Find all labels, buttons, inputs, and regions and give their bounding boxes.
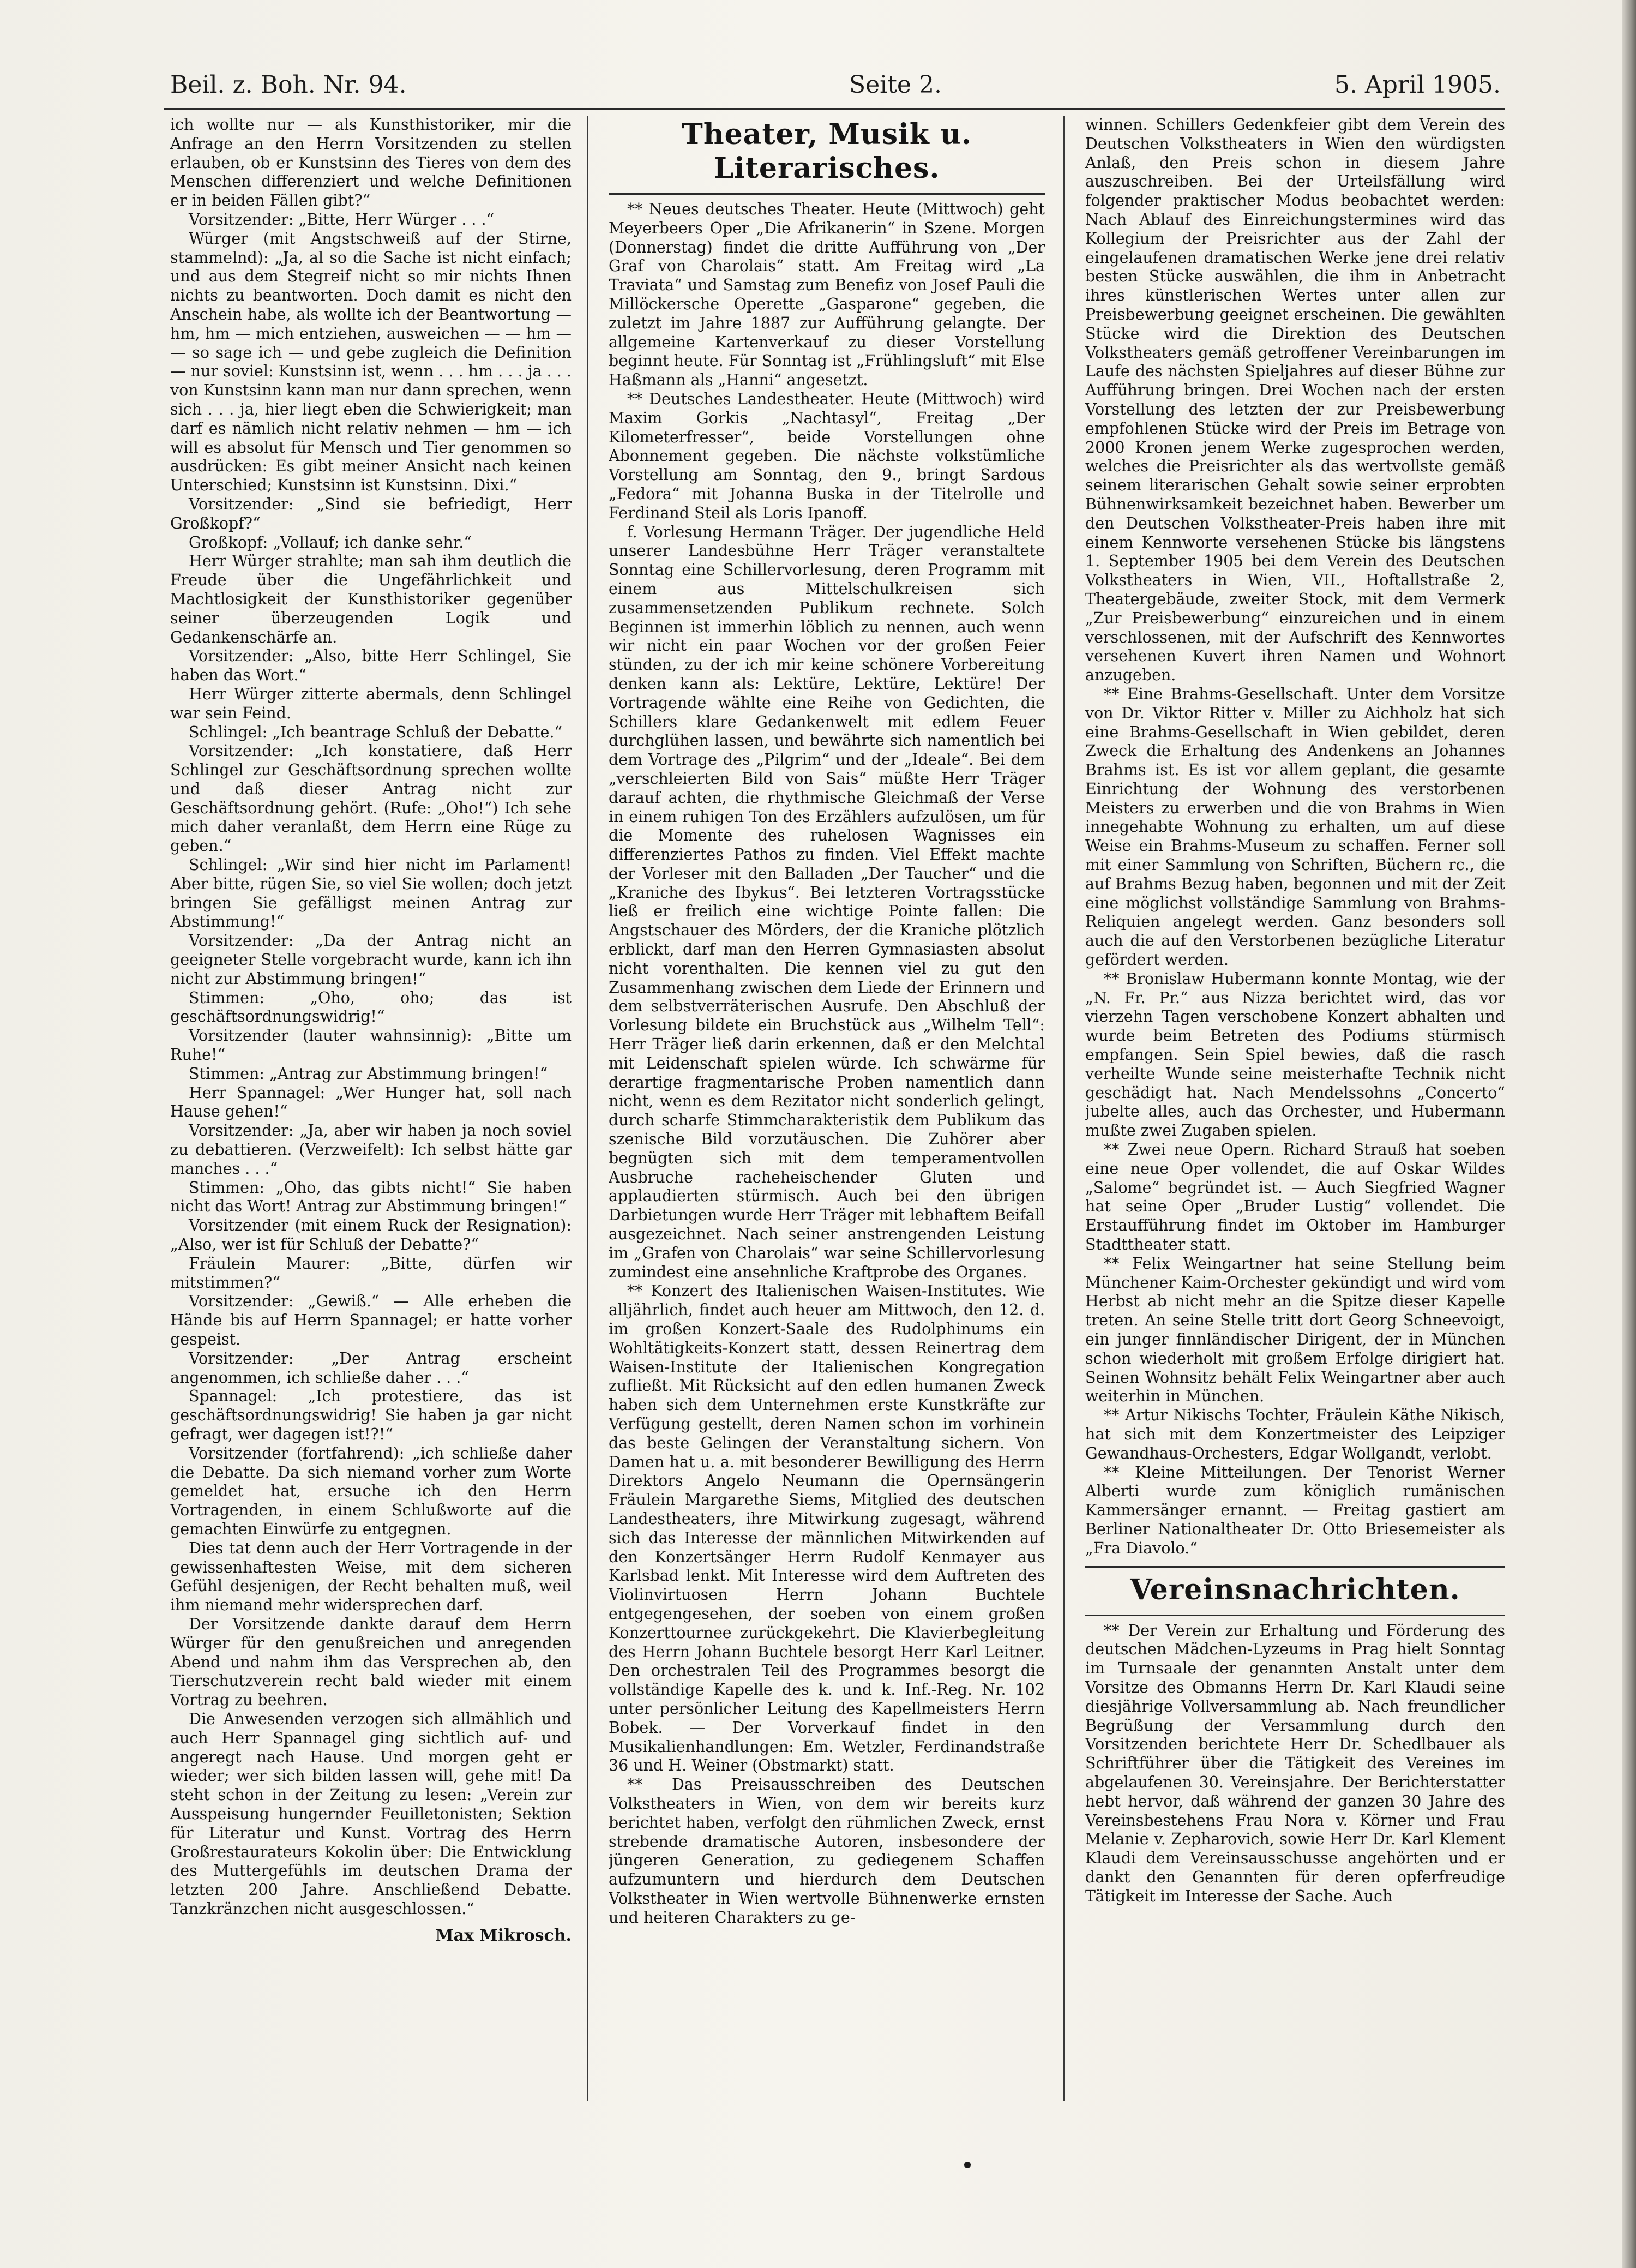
paragraph: Vorsitzender: „Bitte, Herr Würger . . .“ bbox=[189, 210, 495, 229]
paragraph: Stimmen: „Oho, das gibts nicht!“ Sie haben nicht das Wort! Antrag zur Abstimmung bringen!“ bbox=[170, 1178, 572, 1216]
paragraph: ** Zwei neue Opern. Richard Strauß hat soeben eine neue Oper vollendet, die auf Oskar Wildes „Salome“ begründet ist. — Auch Siegfried Wagner hat seine Oper „Bruder Lustig“ vollendet. Die Erstaufführung findet im Oktober im Hamburger Stadttheater statt. bbox=[1085, 1141, 1505, 1254]
paragraph: Würger (mit Angstschweiß auf der Stirne, stammelnd): „Ja, al so die Sache ist nicht einfach; und aus dem Stegreif nicht so mir nichts Ihnen nichts zu beantworten. Doch damit es nicht den Anschein habe, als wollte ich der Beantwortung — hm, hm — mich entziehen, ausweichen — — hm — — so sage ich — und gebe zugleich die Definition — nur soviel: Kunstsinn ist, wenn . . . hm . . . ja . . . von Kunstsinn kann man nur dann sprechen, wenn sich . . . ja, hier liegt eben die Schwierigkeit; man darf es nämlich nicht relativ nehmen — hm — ich will es absolut für Mensch und Tier genommen so ausdrücken: Es gibt meiner Ansicht nach keinen Unterschied; Kunstsinn ist Kunstsinn. Dixi.“ bbox=[170, 229, 572, 495]
continued-articles bbox=[1085, 116, 1505, 1558]
paragraph: Schlingel: „Ich beantrage Schluß der Debatte.“ bbox=[189, 723, 562, 741]
paragraph: ** Der Verein zur Erhaltung und Förderung des deutschen Mädchen-Lyzeums in Prag hielt Sonntag im Turnsaale der genannten Anstalt unter dem Vorsitze des Obmanns Herrn Dr. Karl Klaudi seine diesjährige Vollversammlung ab. Nach freundlicher Begrüßung der Versammlung durch den Vorsitzenden berichtete Herr Dr. Schedlbauer als Schriftführer über die Tätigkeit des Vereines im abgelaufenen 30. Vereinsjahre. Der Berichterstatter hebt hervor, daß während der ganzen 30 Jahre des Vereinsbestehens Frau Nora v. Körner und Frau Melanie v. Zepharovich, sowie Herr Dr. Karl Klement Klaudi dem Vereinsausschusse angehörten und er dankt den Genannten für deren opferfreudige Tätigkeit im Interesse der Sache. Auch bbox=[1085, 1621, 1505, 1905]
paragraph: Vorsitzender: „Sind sie befriedigt, Herr Großkopf?“ bbox=[170, 495, 572, 532]
paragraph: Vorsitzender: „Gewiß.“ — Alle erheben die Hände bis auf Herrn Spannagel; er hatte vorher gespeist. bbox=[170, 1292, 572, 1348]
paragraph: f. Vorlesung Hermann Träger. Der jugendliche Held unserer Landesbühne Herr Träger veranstaltete Sonntag eine Schillervorlesung, deren Programm mit einem aus Mittelschulkreisen sich zusammensetzenden Publikum rechnete. Solch Beginnen ist immerhin löblich zu nennen, auch wenn wir nicht ein paar Wochen vor der großen Feier stünden, zu der ich mir keine schönere Vorbereitung denken kann als: Lektüre, Lektüre, Lektüre! Der Vortragende wählte eine Reihe von Gedichten, die Schillers klare Gedankenwelt mit edlem Feuer durchglühen lassen, und bewährte sich namentlich bei dem Vortrage des „Pilgrim“ und der „Ideale“. Bei dem „verschleierten Bild von Sais“ müßte Herr Träger darauf achten, die rhythmische Gleichmaß der Verse in einem ruhigen Ton des Erzählers aufzulösen, um für die Momente des ruhelosen Wagnisses ein differenziertes Pathos zu finden. Viel Effekt machte der Vorleser mit den Balladen „Der Taucher“ und die „Kraniche des Ibykus“. Bei letzteren Vortragsstücke ließ er freilich eine wichtige Pointe fallen: Die Angstschauer des Mörders, der die Kraniche plötzlich erblickt, darf man den Herren Gymnasiasten absolut nicht vorenthalten. Die kennen viel zu gut den Zusammenhang zwischen dem Liede der Erinnern und dem selbstverräterischen Ausrufe. Den Abschluß der Vorlesung bildete ein Bruchstück aus „Wilhelm Tell“: Herr Träger ließ darin erkennen, daß er den Melchtal mit Leidenschaft spielen würde. Ich schwärme für derartige fragmentarische Proben namentlich dann nicht, wenn es dem Rezitator nicht sonderlich gelingt, durch scharfe Stimmcharakteristik dem Publikum das szenische Bild vorzutäuschen. Die Zuhörer aber begnügten sich mit dem temperamentvollen Ausbruche racheheischender Gluten und applaudierten stürmisch. Auch bei den übrigen Darbietungen wurde Herr Träger mit lebhaftem Beifall ausgezeichnet. Nach seiner anstrengenden Leistung im „Grafen von Charolais“ war seine Schillervorlesung zumindest eine ansehnliche Kraftprobe des Organes. bbox=[609, 523, 1045, 1281]
header-date: 5. April 1905. bbox=[1334, 71, 1501, 99]
paragraph: Fräulein Maurer: „Bitte, dürfen wir mitstimmen?“ bbox=[170, 1254, 572, 1292]
paragraph: ** Bronislaw Hubermann konnte Montag, wie der „N. Fr. Pr.“ aus Nizza berichtet wird, das vor vierzehn Tagen verschobene Konzert abhalten und wurde beim Betreten des Podiums stürmisch empfangen. Sein Spiel bewies, daß die rasch verheilte Wunde seine meisterhafte Technik nicht geschädigt hat. Nach Mendelssohns „Concerto“ jubelte alles, auch das Orchester, und Hubermann mußte zwei Zugaben spielen. bbox=[1085, 969, 1505, 1140]
column-divider-2 bbox=[1063, 116, 1065, 2101]
column-continued-news bbox=[1085, 116, 1505, 2101]
section-rule bbox=[609, 193, 1045, 195]
header-page-number: Seite 2. bbox=[849, 71, 942, 99]
column-feuilleton bbox=[170, 116, 572, 2101]
section-title-vereinsnachrichten: Vereinsnachrichten. bbox=[1130, 1573, 1460, 1606]
paragraph: Vorsitzender (fortfahrend): „ich schließe daher die Debatte. Da sich niemand vorher zum Worte gemeldet hat, ersuche ich den Herrn Vortragenden, in einem Schlußworte auf die gemachten Einwürfe zu entgegnen. bbox=[170, 1444, 572, 1538]
feuilleton-body bbox=[170, 116, 572, 1919]
page-header bbox=[170, 67, 1501, 105]
paragraph: Herr Würger zitterte abermals, denn Schlingel war sein Feind. bbox=[170, 685, 572, 722]
paragraph: Dies tat denn auch der Herr Vortragende in der gewissenhaftesten Weise, mit dem sicheren Gefühl desjenigen, der Recht behalten muß, weil ihm niemand mehr widersprechen darf. bbox=[170, 1539, 572, 1615]
paragraph: ** Das Preisausschreiben des Deutschen Volkstheaters in Wien, von dem wir bereits kurz berichtet haben, verfolgt den rühmlichen Zweck, ernst strebende dramatische Autoren, insbesondere der jüngeren Generation, zu gediegenem Schaffen aufzumuntern und hierdurch dem Deutschen Volkstheater in Wien wertvolle Bühnenwerke ernsten und heiteren Charakters zu ge- bbox=[609, 1775, 1045, 1927]
theater-articles bbox=[609, 200, 1045, 1928]
section-title-theater: Theater, Musik u. Literarisches. bbox=[682, 118, 972, 185]
paragraph: Vorsitzender: „Ja, aber wir haben ja noch soviel zu debattieren. (Verzweifelt): Ich selbst hätte gar manches . . .“ bbox=[170, 1121, 572, 1178]
paragraph: ** Neues deutsches Theater. Heute (Mittwoch) geht Meyerbeers Oper „Die Afrikanerin“ in Szene. Morgen (Donnerstag) findet die dritte Aufführung von „Der Graf von Charolais“ statt. Am Freitag wird „La Traviata“ und Samstag zum Benefiz von Josef Pauli die Millöckersche Operette „Gasparone“ gegeben, die zuletzt im Jahre 1887 zur Aufführung gelangte. Der allgemeine Kartenverkauf zu dieser Vorstellung beginnt heute. Für Sonntag ist „Frühlingsluft“ mit Else Haßmann als „Hanni“ angesetzt. bbox=[609, 200, 1045, 389]
paragraph: ** Deutsches Landestheater. Heute (Mittwoch) wird Maxim Gorkis „Nachtasyl“, Freitag „Der Kilometerfresser“, beide Vorstellungen ohne Abonnement gegeben. Die nächste volkstümliche Vorstellung am Sonntag, den 9., bringt Sardous „Fedora“ mit Johanna Buska in der Titelrolle und Ferdinand Steil als Loris Ipanoff. bbox=[609, 389, 1045, 522]
paragraph: ** Konzert des Italienischen Waisen-Institutes. Wie alljährlich, findet auch heuer am Mittwoch, den 12. d. im großen Konzert-Saale des Rudolphinums ein Wohltätigkeits-Konzert statt, dessen Reinertrag dem Waisen-Institute der Italienischen Kongregation zufließt. Mit Rücksicht auf den edlen humanen Zweck haben sich dem Unternehmen erste Kunstkräfte zur Verfügung gestellt, deren Namen schon im vorhinein das beste Gelingen der Veranstaltung sichern. Von Damen hat u. a. mit besonderer Bewilligung des Herrn Direktors Angelo Neumann die Opernsängerin Fräulein Margarethe Siems, Mitglied des deutschen Landestheaters, ihre Mitwirkung zugesagt, während sich das Interesse der männlichen Mitwirkenden auf den Konzertsänger Herrn Rudolf Kenmayer aus Karlsbad lenkt. Mit Interesse wird dem Auftreten des Violinvirtuosen Herrn Johann Buchtele entgegengesehen, der soeben von einem großen Konzerttournee zurückgekehrt. Die Klavierbegleitung des Herrn Johann Buchtele besorgt Herr Karl Leitner. Den orchestralen Teil des Programmes besorgt die vollständige Kapelle des k. und k. Inf.-Reg. Nr. 102 unter persönlicher Leitung des Kapellmeisters Herrn Bobek. — Der Vorverkauf findet in den Musikalienhandlungen: Em. Wetzler, Ferdinandstraße 36 und H. Weiner (Obstmarkt) statt. bbox=[609, 1282, 1045, 1775]
paragraph: Herr Spannagel: „Wer Hunger hat, soll nach Hause gehen!“ bbox=[170, 1083, 572, 1121]
paragraph: Stimmen: „Oho, oho; das ist geschäftsordnungswidrig!“ bbox=[170, 988, 572, 1026]
paragraph: ** Eine Brahms-Gesellschaft. Unter dem Vorsitze von Dr. Viktor Ritter v. Miller zu Aichholz hat sich eine Brahms-Gesellschaft in Wien gebildet, deren Zweck die Erhaltung des Andenkens an Johannes Brahms ist. Es ist vor allem geplant, die gesamte Einrichtung der Wohnung des verstorbenen Meisters zu erwerben und die von Brahms in Wien innegehabte Wohnung zu erhalten, um auf diese Weise ein Brahms-Museum zu schaffen. Ferner soll mit einer Sammlung von Schriften, Büchern rc., die auf Brahms Bezug haben, begonnen und mit der Zeit eine möglichst vollständige Sammlung von Brahms-Reliquien angelegt werden. Ganz besonders soll auch die auf den Verstorbenen bezügliche Literatur gefördert werden. bbox=[1085, 685, 1505, 969]
header-rule bbox=[164, 108, 1505, 110]
column-theater-music bbox=[609, 116, 1045, 2101]
paragraph: Vorsitzender: „Ich konstatiere, daß Herr Schlingel zur Geschäftsordnung sprechen wollte und daß dieser Antrag nicht zur Geschäftsordnung gehört. (Rufe: „Oho!“) Ich sehe mich daher veranlaßt, dem Herrn eine Rüge zu geben.“ bbox=[170, 742, 572, 855]
header-supplement-number: Beil. z. Boh. Nr. 94. bbox=[170, 71, 407, 99]
paragraph: Herr Würger strahlte; man sah ihm deutlich die Freude über die Ungefährlichkeit und Machtlosigkeit der Kunsthistoriker gegenüber seiner überzeugenden Logik und Gedankenschärfe an. bbox=[170, 552, 572, 646]
paragraph: ich wollte nur — als Kunsthistoriker, mir die Anfrage an den Herrn Vorsitzenden zu stellen erlauben, ob er Kunstsinn des Tieres von dem des Menschen differenziert und welche Definitionen er in beiden Fällen gibt?“ bbox=[170, 116, 572, 210]
paragraph: Spannagel: „Ich protestiere, das ist geschäftsordnungswidrig! Sie haben ja gar nicht gefragt, wer dagegen ist!?!“ bbox=[170, 1387, 572, 1443]
paragraph: Vorsitzender: „Der Antrag erscheint angenommen, ich schließe daher . . .“ bbox=[170, 1349, 572, 1387]
paragraph: Vorsitzender (lauter wahnsinnig): „Bitte um Ruhe!“ bbox=[170, 1027, 572, 1064]
paragraph: ** Felix Weingartner hat seine Stellung beim Münchener Kaim-Orchester gekündigt und wird vom Herbst ab nicht mehr an die Spitze dieser Kapelle treten. An seine Stelle tritt dort Georg Schneevoigt, ein junger finnländischer Dirigent, der in München schon wiederholt mit großem Erfolge dirigiert hat. Seinen Wohnsitz behält Felix Weingartner aber auch weiterhin in München. bbox=[1085, 1254, 1505, 1406]
paragraph: Die Anwesenden verzogen sich allmählich und auch Herr Spannagel ging sichtlich auf- und angeregt nach Hause. Und morgen geht er wieder; wer sich bilden lassen will, gehe mit! Da steht schon in der Zeitung zu lesen: „Verein zur Ausspeisung hungernder Feuilletonisten; Sektion für Literatur und Kunst. Vortrag des Herrn Großrestaurateurs Kokolin über: Die Entwicklung des Muttergefühls im deutschen Drama der letzten 200 Jahre. Anschließend Debatte. Tanzkränzchen nicht ausgeschlossen.“ bbox=[170, 1709, 572, 1918]
page-edge-shadow bbox=[1622, 0, 1636, 2268]
paragraph: Vorsitzender (mit einem Ruck der Resignation): „Also, wer ist für Schluß der Debatte?“ bbox=[170, 1216, 572, 1254]
paragraph: Stimmen: „Antrag zur Abstimmung bringen!“ bbox=[189, 1064, 548, 1083]
paragraph: Der Vorsitzende dankte darauf dem Herrn Würger für den genußreichen und anregenden Abend und nahm ihm das Versprechen ab, den Tierschutzverein recht bald wieder mit einem Vortrag zu beehren. bbox=[170, 1615, 572, 1709]
paragraph: ** Kleine Mitteilungen. Der Tenorist Werner Alberti wurde zum königlich rumänischen Kammersänger ernannt. — Freitag gastiert am Berliner Nationaltheater Dr. Otto Briesemeister als „Fra Diavolo.“ bbox=[1085, 1463, 1505, 1557]
paragraph: Vorsitzender: „Also, bitte Herr Schlingel, Sie haben das Wort.“ bbox=[170, 647, 572, 685]
column-divider-1 bbox=[587, 116, 588, 2101]
section-rule-vereins-bottom bbox=[1085, 1615, 1505, 1616]
paragraph: Schlingel: „Wir sind hier nicht im Parlament! Aber bitte, rügen Sie, so viel Sie wollen; doch jetzt bringen Sie gefälligst meinen Antrag zur Abstimmung!“ bbox=[170, 856, 572, 931]
paragraph: winnen. Schillers Gedenkfeier gibt dem Verein des Deutschen Volkstheaters in Wien den würdigsten Anlaß, den Preis schon in diesem Jahre auszuschreiben. Bei der Urteilsfällung wird folgender praktischer Modus beobachtet werden: Nach Ablauf des Einreichungstermines wird das Kollegium der Preisrichter aus der Zahl der eingelaufenen dramatischen Werke jene drei relativ besten Stücke auswählen, die ihm in Anbetracht ihres künstlerischen Wertes unter allen zur Preisbewerbung geeignet erscheinen. Die gewählten Stücke wird die Direktion des Deutschen Volkstheaters gemäß getroffener Vereinbarungen im Laufe des nächsten Spieljahres auf dieser Bühne zur Aufführung bringen. Drei Wochen nach der ersten Vorstellung des letzten der zur Preisbewerbung empfohlenen Stücke wird der Preis im Betrage von 2000 Kronen jenem Werke zugesprochen werden, welches die Preisrichter als das wertvollste gemäß seinem literarischen Gehalt sowie seiner erprobten Bühnenwirksamkeit bezeichnet haben. Bewerber um den Deutschen Volkstheater-Preis haben ihre mit einem Kennworte versehenen Stücke bis längstens 1. September 1905 bei dem Verein des Deutschen Volkstheaters in Wien, VII., Hoftallstraße 2, Theatergebäude, zweiter Stock, mit dem Vermerk „Zur Preisbewerbung“ einzureichen und in einem verschlossenen, mit der Aufschrift des Kennwortes versehenen Kuvert ihren Namen und Wohnort anzugeben. bbox=[1085, 116, 1505, 685]
paragraph: Großkopf: „Vollauf; ich danke sehr.“ bbox=[189, 533, 472, 551]
page-center-dot bbox=[964, 2162, 971, 2168]
club-news-articles bbox=[1085, 1622, 1505, 1906]
section-rule-vereins bbox=[1085, 1566, 1505, 1568]
author-signature: Max Mikrosch. bbox=[435, 1925, 572, 1945]
paragraph: ** Artur Nikischs Tochter, Fräulein Käthe Nikisch, hat sich mit dem Konzertmeister des Leipziger Gewandhaus-Orchesters, Edgar Wollgandt, verlobt. bbox=[1085, 1406, 1505, 1462]
paragraph: Vorsitzender: „Da der Antrag nicht an geeigneter Stelle vorgebracht wurde, kann ich ihn nicht zur Abstimmung bringen!“ bbox=[170, 932, 572, 988]
